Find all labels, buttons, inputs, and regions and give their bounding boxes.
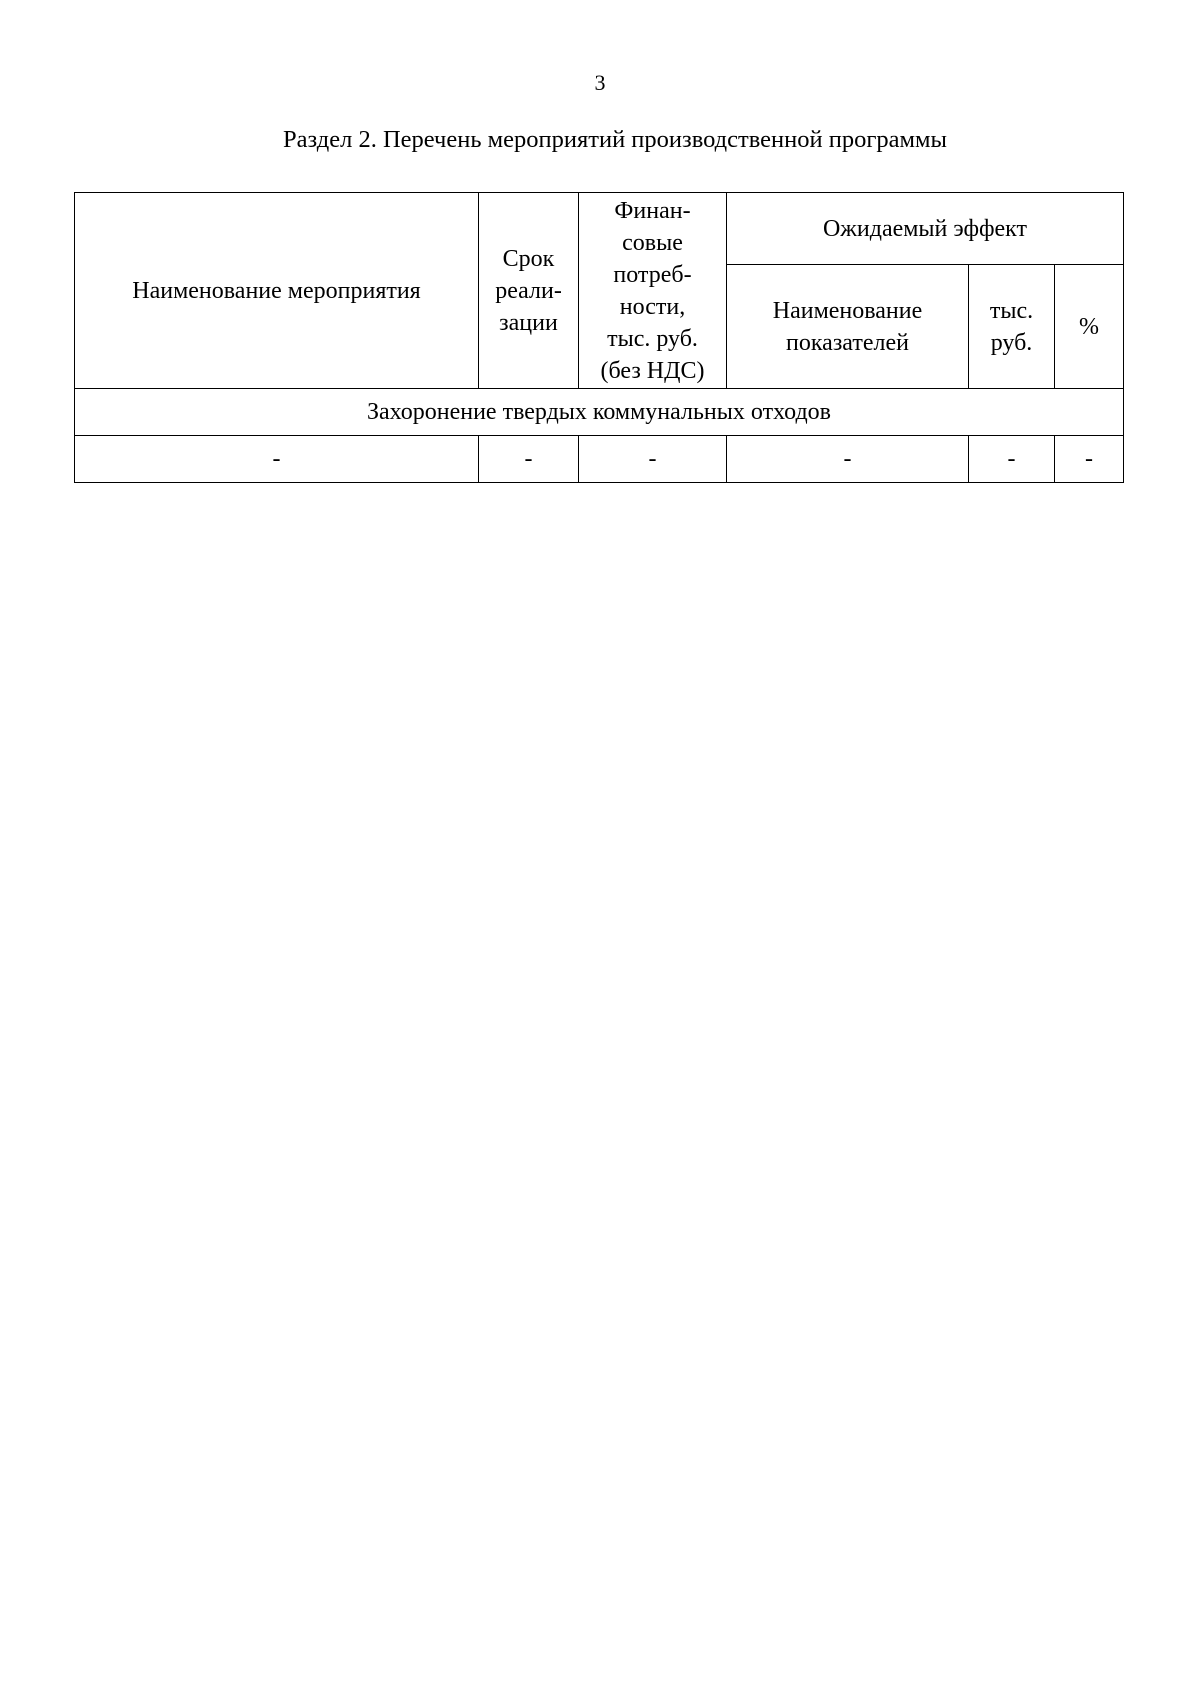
header-term-line: зации <box>499 309 558 336</box>
cell-financial-needs: - <box>579 436 727 483</box>
header-thous-line: тыс. <box>989 297 1034 324</box>
section-row <box>75 389 1124 436</box>
header-term-line: реали- <box>495 277 562 304</box>
events-table <box>74 192 1124 483</box>
header-indicators-line: показателей <box>786 329 909 356</box>
header-event-name: Наименование мероприятия <box>75 193 479 389</box>
section-row-label: Захоронение твердых коммунальных отходов <box>75 389 1124 436</box>
section-title: Раздел 2. Перечень мероприятий производственной программы <box>283 126 947 153</box>
header-term-line: Срок <box>502 245 555 272</box>
header-financial-needs <box>579 193 727 389</box>
header-term <box>479 193 579 389</box>
header-fin-line: (без НДС) <box>600 357 705 384</box>
header-fin-line: Финан- <box>614 197 691 224</box>
page-number: 3 <box>594 70 606 95</box>
header-percent: % <box>1055 265 1124 389</box>
header-thousand-rub <box>969 265 1055 389</box>
header-expected-effect: Ожидаемый эффект <box>727 193 1124 265</box>
header-indicators <box>727 265 969 389</box>
header-fin-line: потреб- <box>613 261 692 288</box>
cell-event-name: - <box>75 436 479 483</box>
header-row-1 <box>75 193 1124 265</box>
cell-indicators: - <box>727 436 969 483</box>
cell-percent: - <box>1055 436 1124 483</box>
header-indicators-line: Наименование <box>772 297 923 324</box>
header-thous-line: руб. <box>990 329 1033 356</box>
table-row <box>75 436 1124 483</box>
cell-thousand-rub: - <box>969 436 1055 483</box>
header-fin-line: тыс. руб. <box>607 325 698 352</box>
header-fin-line: ности, <box>619 293 686 320</box>
header-fin-line: совые <box>622 229 683 256</box>
cell-term: - <box>479 436 579 483</box>
